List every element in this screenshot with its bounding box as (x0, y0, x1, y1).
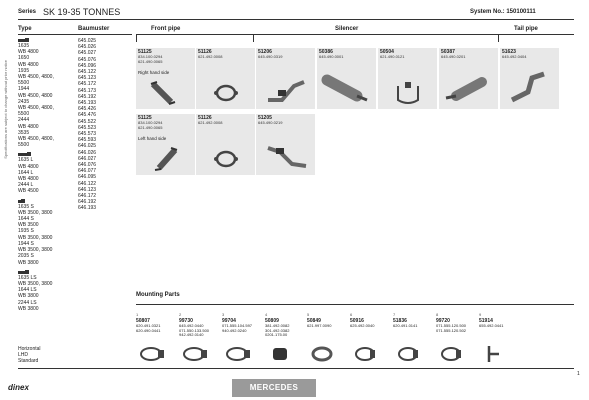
part-numbers: 621.492.0008 (198, 120, 223, 125)
baumuster-item: 646.026 (78, 149, 97, 156)
part-numbers: 645.490.0001 (319, 54, 344, 59)
mounting-part[interactable]: 9 51914 655.492.0441 (479, 312, 519, 368)
baumuster-item: 645.426 (78, 106, 97, 113)
legend-item: LHD (18, 352, 29, 359)
baumuster-item: 645.573 (78, 131, 97, 138)
type-column-heading: Type (18, 26, 32, 32)
type-item: 2435 (18, 98, 30, 105)
side-note: Right hand side (138, 70, 170, 75)
type-item: WB 4500, 4800, (18, 105, 54, 112)
type-item: 1635 (18, 43, 30, 49)
part-numbers: 645.492.0404 (502, 54, 527, 59)
series-title: SK 19-35 TONNES (43, 7, 121, 17)
baumuster-item: 645.122 (78, 69, 97, 76)
side-disclaimer: Specifications are subject to change without prior notice (3, 60, 8, 159)
tail-pipe-heading: Tail pipe (514, 26, 538, 32)
gasket-icon (206, 144, 246, 174)
footer-divider (18, 368, 574, 369)
type-item: 1935 S (18, 228, 34, 235)
series-label: Series (18, 9, 37, 15)
type-item: WB 4800 (18, 163, 39, 170)
bent-pipe-icon (264, 142, 308, 172)
baumuster-item: 645.096 (78, 62, 97, 69)
legend-item: Standard (18, 358, 39, 365)
baumuster-item: 645.123 (78, 75, 97, 82)
bent-pipe-icon (264, 76, 308, 106)
silencer-icon (321, 70, 371, 106)
bracket-icon (481, 344, 511, 364)
baumuster-item: 646.172 (78, 193, 97, 200)
type-item: WB 3800 (18, 305, 39, 312)
sections-divider (136, 34, 574, 35)
part-card[interactable] (196, 48, 255, 109)
clamp-ring-icon (138, 344, 168, 364)
type-item: 1635 LS (18, 274, 37, 281)
dinex-logo (7, 380, 31, 394)
baumuster-item: 645.026 (78, 44, 97, 51)
type-item: 2035 S (18, 253, 34, 260)
system-number: System No.: 150100111 (470, 9, 536, 15)
part-numbers: 621.490.0121 (380, 54, 405, 59)
legend-item: Horizontal (18, 346, 41, 352)
type-item: WB 4500 (18, 188, 39, 195)
type-item: WB 4800 (18, 49, 39, 56)
mounting-part[interactable]: 4 50809 381.492.0082 301.492.0382 0201.175.00 (265, 312, 305, 368)
baumuster-item: 645.172 (78, 81, 97, 88)
baumuster-item: 645.193 (78, 100, 97, 107)
type-item: 1650 (18, 55, 30, 62)
type-item: WB 3500 (18, 222, 39, 229)
part-numbers: 645.490.0319 (258, 54, 283, 59)
side-note: Left hand side (138, 136, 167, 141)
clamp-ring-icon (352, 344, 382, 364)
type-item: WB 3800 (18, 293, 39, 300)
type-item: WB 4800 (18, 123, 39, 130)
baumuster-item: 646.095 (78, 174, 97, 181)
type-item: WB 4500, 4800, (18, 74, 54, 81)
type-item: 1944 (18, 86, 30, 93)
mounting-divider (136, 304, 574, 305)
baumuster-item: 645.593 (78, 137, 97, 144)
baumuster-item: 646.193 (78, 205, 97, 212)
type-item: WB 4800 (18, 61, 39, 68)
part-numbers: 621.492.0008 (198, 54, 223, 59)
type-item: WB 3500, 3800 (18, 280, 53, 287)
type-item: 5500 (18, 111, 30, 118)
part-code: 51205 (258, 115, 272, 121)
front-pipe-icon (145, 78, 185, 108)
baumuster-item: 645.522 (78, 118, 97, 125)
silencer-icon (442, 70, 496, 106)
gasket-icon (309, 344, 339, 364)
baumuster-item: 645.027 (78, 50, 97, 57)
front-pipe-heading: Front pipe (151, 26, 181, 32)
legend (18, 346, 41, 365)
part-code: 50504 (380, 49, 394, 55)
mounting-part[interactable]: 1 50807 620.491.0321 620.490.0441 (136, 312, 176, 368)
clamp-icon (388, 78, 428, 108)
mounting-parts-title: Mounting Parts (136, 292, 180, 298)
type-item: 2444 (18, 117, 30, 124)
front-pipe-tick (136, 34, 137, 42)
part-card[interactable] (136, 48, 195, 109)
part-code: 50387 (441, 49, 455, 55)
type-list (18, 38, 78, 312)
baumuster-item: 646.027 (78, 155, 97, 162)
silencer-heading: Silencer (335, 26, 359, 32)
mounting-part[interactable]: 3 99704 071.555.104.597 940.492.0240 (222, 312, 262, 368)
part-card[interactable] (500, 48, 559, 109)
svg-text:dinex: dinex (8, 383, 29, 392)
part-numbers: 834.100.0294 621.490.0065 (138, 54, 163, 64)
clamp-ring-icon (438, 344, 468, 364)
part-card[interactable] (196, 114, 255, 175)
part-card[interactable] (136, 114, 195, 175)
part-card[interactable] (256, 114, 315, 175)
mounting-part[interactable]: 7 51836 620.491.0141 (393, 312, 433, 368)
part-code: 51126 (198, 49, 212, 55)
baumuster-item: 645.523 (78, 124, 97, 131)
part-card[interactable] (317, 48, 376, 109)
part-card[interactable] (256, 48, 315, 109)
type-item: WB 3500, 3800 (18, 209, 53, 216)
baumuster-item: 646.123 (78, 186, 97, 193)
baumuster-item: 645.025 (78, 38, 97, 44)
type-item: 1944 S (18, 240, 34, 247)
type-item: 3535 (18, 129, 30, 136)
part-code: 51623 (502, 49, 516, 55)
clamp-ring-icon (181, 344, 211, 364)
part-code: 50386 (319, 49, 333, 55)
type-item: 2444 L (18, 182, 34, 189)
baumuster-item: 646.122 (78, 180, 97, 187)
clamp-ring-icon (395, 344, 425, 364)
type-item: WB 4800 (18, 176, 39, 183)
type-item: WB 3500, 3800 (18, 234, 53, 241)
header-divider (18, 19, 574, 20)
type-item: 5500 (18, 80, 30, 87)
page-number: 1 (577, 371, 580, 377)
type-item: 1635 L (18, 157, 34, 164)
part-code: 51206 (258, 49, 272, 55)
mounting-part[interactable]: 5 50849 621.997.0090 (307, 312, 347, 368)
baumuster-item: 646.192 (78, 199, 97, 206)
baumuster-item: 646.076 (78, 162, 97, 169)
type-item: 1644 S (18, 216, 34, 223)
tail-pipe-icon (506, 70, 550, 106)
type-item: WB 4500, 4800 (18, 92, 53, 99)
part-numbers: 645.490.0201 (441, 54, 466, 59)
part-numbers: 645.490.0219 (258, 120, 283, 125)
type-item: WB 3800 (18, 259, 39, 266)
baumuster-item: 645.173 (78, 87, 97, 94)
type-item: 5500 (18, 142, 30, 149)
clamp-ring-icon (224, 344, 254, 364)
type-item: 1635 S (18, 203, 34, 210)
baumuster-list (78, 38, 96, 212)
front-pipe-icon (145, 144, 185, 174)
type-item: WB 4500, 4800, (18, 136, 54, 143)
type-item: WB 3500, 3800 (18, 247, 53, 254)
type-item: 1644 L (18, 169, 34, 176)
type-item: 2244 LS (18, 299, 37, 306)
baumuster-item: 645.476 (78, 112, 97, 119)
rubber-mount-icon (267, 344, 297, 364)
part-card[interactable] (378, 48, 437, 109)
part-numbers: 834.100.0294 621.490.0065 (138, 120, 163, 130)
type-item: 1644 LS (18, 287, 37, 294)
baumuster-item: 645.076 (78, 56, 97, 63)
brand-banner: MERCEDES (232, 379, 316, 397)
type-item: 1935 (18, 67, 30, 74)
part-code: 51126 (198, 115, 212, 121)
mounting-part[interactable]: 6 50916 625.492.0040 (350, 312, 390, 368)
tail-pipe-tick (498, 34, 499, 42)
columns-divider (18, 34, 132, 35)
baumuster-item: 646.077 (78, 168, 97, 175)
silencer-tick (253, 34, 254, 42)
mounting-part[interactable]: 8 99720 071.555.120.500 071.555.120.502 (436, 312, 476, 368)
baumuster-item: 645.192 (78, 93, 97, 100)
baumuster-column-heading: Baumuster (78, 26, 110, 32)
part-code: 51125 (138, 49, 152, 55)
gasket-icon (206, 78, 246, 108)
mounting-part[interactable]: 2 99730 645.492.0440 071.550.133.500 942.492.0140 (179, 312, 219, 368)
part-card[interactable] (439, 48, 498, 109)
baumuster-item: 646.025 (78, 143, 97, 150)
part-code: 51125 (138, 115, 152, 121)
